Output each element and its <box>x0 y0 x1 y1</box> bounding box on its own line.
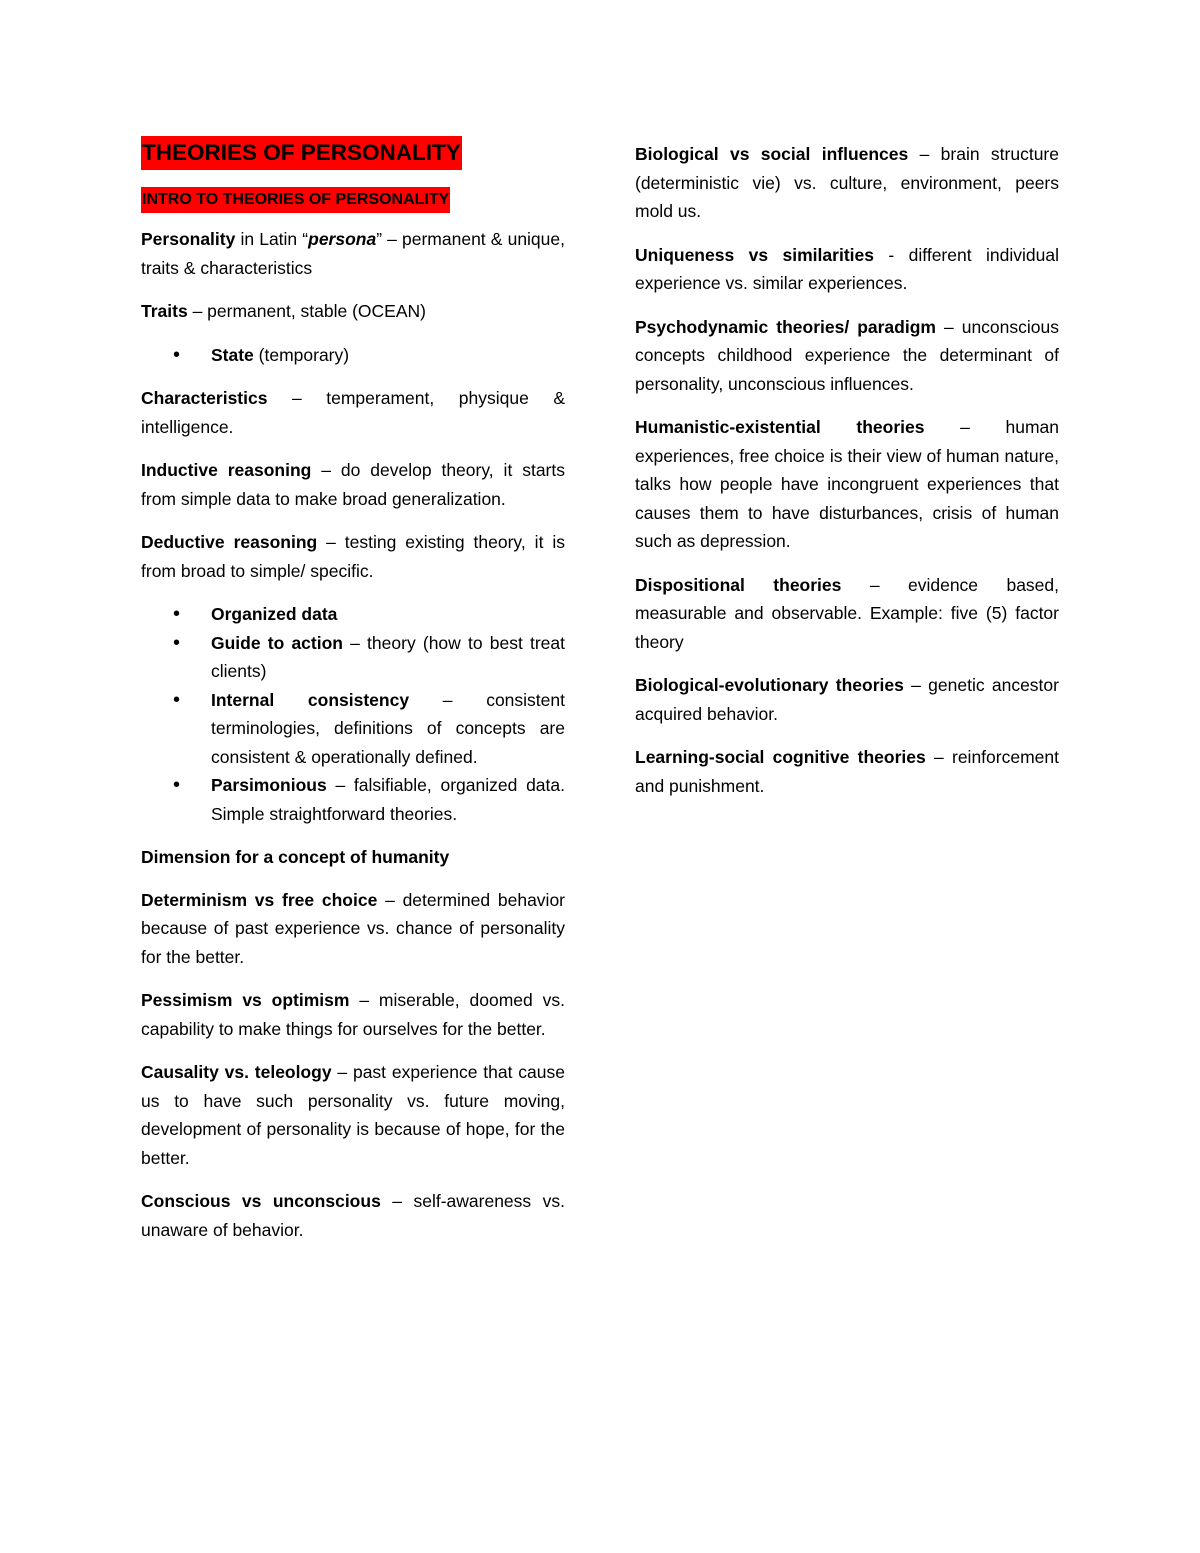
uniqueness-definition: Uniqueness vs similarities - different individual experience vs. similar experiences. <box>635 244 1059 293</box>
learning-social-definition: Learning-social cognitive theories – reinforcement and punishment. <box>635 747 1059 796</box>
biological-evolutionary-definition: Biological-evolutionary theories – genetic ancestor acquired behavior. <box>635 675 1059 724</box>
list-item: • Parsimonious – falsifiable, organized data. Simple straightforward theories. <box>211 771 565 828</box>
theory-criteria-list <box>141 600 565 828</box>
inductive-definition: Inductive reasoning – do develop theory, it starts from simple data to make broad generalization. <box>141 460 565 509</box>
list-item: • Guide to action – theory (how to best treat clients) <box>211 629 565 686</box>
document-title: THEORIES OF PERSONALITY <box>141 136 462 170</box>
determinism-definition: Determinism vs free choice – determined behavior because of past experience vs. chance of personality for the better. <box>141 889 566 967</box>
characteristics-definition: Characteristics – temperament, physique & intelligence. <box>141 388 565 437</box>
causality-definition: Causality vs. teleology – past experience that cause us to have such personality vs. future moving, development of personality is because of hope, for the better. <box>141 1062 565 1168</box>
section-subtitle: INTRO TO THEORIES OF PERSONALITY <box>141 187 450 213</box>
pessimism-definition: Pessimism vs optimism – miserable, doomed vs. capability to make things for ourselves for the better. <box>141 990 566 1039</box>
conscious-definition: Conscious vs unconscious – self-awareness vs. unaware of behavior. <box>141 1191 565 1240</box>
deductive-definition: Deductive reasoning – testing existing theory, it is from broad to simple/ specific. <box>141 532 565 581</box>
biological-social-definition: Biological vs social influences – brain structure (deterministic vie) vs. culture, environment, peers mold us. <box>635 144 1059 221</box>
latin-term: persona <box>308 229 377 249</box>
dimension-heading: Dimension for a concept of humanity <box>141 847 450 867</box>
traits-definition: Traits – permanent, stable (OCEAN) <box>141 301 426 321</box>
right-column <box>635 140 1059 815</box>
psychodynamic-definition: Psychodynamic theories/ paradigm – unconscious concepts childhood experience the determinant of personality, unconscious influences. <box>635 316 1059 394</box>
list-item: • State (temporary) <box>211 341 565 370</box>
humanistic-definition: Humanistic-existential theories – human experiences, free choice is their view of human nature, talks how people have incongruent experiences that causes them to have disturbances, crisis of human such as depression. <box>635 417 1059 551</box>
state-list <box>141 341 565 370</box>
left-column <box>141 136 565 1259</box>
personality-definition: Personality in Latin “persona” – permanent & unique, traits & characteristics <box>141 229 565 278</box>
list-item: • Organized data <box>211 600 565 629</box>
dispositional-definition: Dispositional theories – evidence based, measurable and observable. Example: five (5) factor theory <box>635 574 1060 652</box>
list-item: • Internal consistency – consistent terminologies, definitions of concepts are consistent & operationally defined. <box>211 686 565 772</box>
